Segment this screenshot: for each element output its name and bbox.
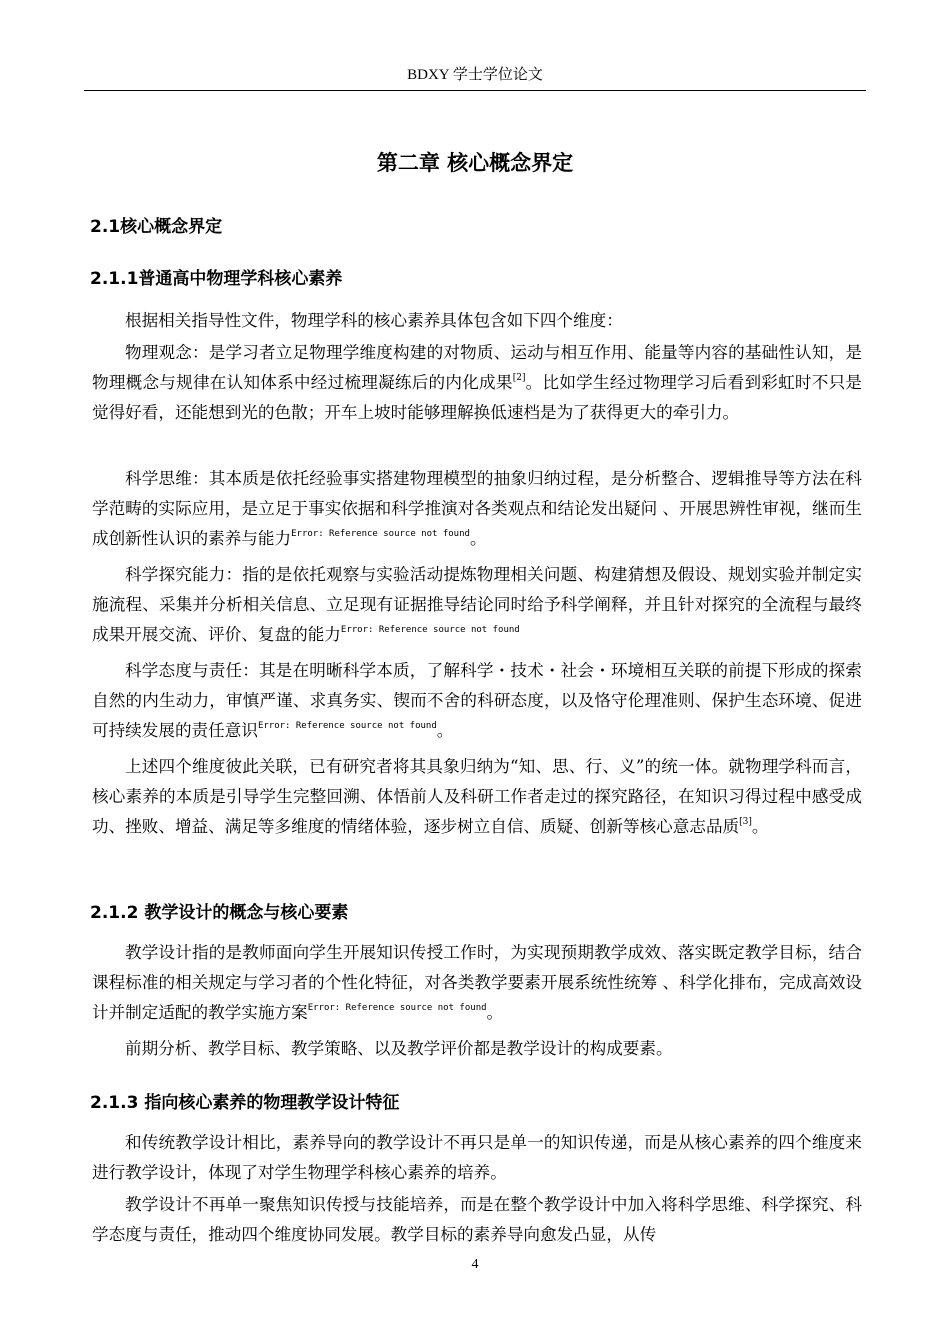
paragraph-design-features: [92, 1190, 862, 1250]
paragraph-text: 根据相关指导性文件，物理学科的核心素养具体包含如下四个维度：: [125, 311, 623, 330]
citation-error: Error: Reference source not found: [291, 529, 470, 539]
subsection-number: 2.1.1: [90, 269, 139, 289]
paragraph-text: 科学态度与责任：其是在明晰科学本质，了解科学・技术・社会・环境相互关联的前提下形成的探索自然的内生动力，审慎严谨、求真务实、锲而不舍的科研态度，以及恪守伦理准则、保护生态环境、促进可持续发展的责任意识: [92, 661, 862, 740]
paragraph-intro: [92, 306, 862, 336]
page-number: 4: [471, 1257, 479, 1272]
subsection-number: 2.1.2: [90, 903, 139, 923]
paragraph-text: 。: [751, 817, 769, 836]
citation-ref: [2]: [512, 373, 526, 383]
running-header: BDXY 学士学位论文: [407, 67, 543, 83]
paragraph-scientific-attitude: [92, 656, 862, 746]
paragraph-text: 。: [469, 529, 487, 548]
paragraph-text: 物理观念：是学习者立足物理学维度构建的对物质、运动与相互作用、能量等内容的基础性认知，是物理概念与规律在认知体系中经过梳理凝练后的内化成果: [92, 343, 862, 392]
paragraph-text: 。: [436, 721, 454, 740]
citation-error: Error: Reference source not found: [340, 625, 520, 635]
paragraph-scientific-inquiry: [92, 560, 862, 650]
subsection-heading-2-1-1: [90, 266, 342, 292]
chapter-title: 第二章 核心概念界定: [376, 151, 574, 175]
paragraph-teaching-design: [92, 938, 862, 1028]
header-rule: [84, 90, 866, 91]
paragraph-text: 上述四个维度彼此关联，已有研究者将其具象归纳为“知、思、行、义”的统一体。就物理学科而言，核心素养的本质是引导学生完整回溯、体悟前人及科研工作者走过的探究路径，在知识习得过程中感受成功、挫败、增益、满足等多维度的情绪体验，逐步树立自信、质疑、创新等核心意志品质: [92, 757, 862, 836]
paragraph-text: 前期分析、教学目标、教学策略、以及教学评价都是教学设计的构成要素。: [125, 1039, 673, 1058]
citation-ref: [3]: [739, 817, 752, 827]
citation-error: Error: Reference source not found: [307, 1003, 487, 1013]
citation-error: Error: Reference source not found: [257, 721, 437, 731]
section-number: 2.1: [90, 217, 121, 237]
subsection-title: 教学设计的概念与核心要素: [138, 903, 349, 923]
paragraph-comparison: [92, 1128, 862, 1188]
paragraph-summary: [92, 752, 862, 842]
section-heading-2-1: [90, 214, 222, 240]
paragraph-scientific-thinking: [92, 464, 862, 554]
paragraph-design-elements: [92, 1034, 862, 1064]
subsection-heading-2-1-3: [90, 1090, 399, 1116]
paragraph-text: 。: [486, 1003, 504, 1022]
subsection-title: 指向核心素养的物理教学设计特征: [138, 1093, 400, 1113]
subsection-number: 2.1.3: [90, 1093, 139, 1113]
paragraph-text: 教学设计指的是教师面向学生开展知识传授工作时，为实现预期教学成效、落实既定教学目标，结合课程标准的相关规定与学习者的个性化特征，对各类教学要素开展系统性统筹 、科学化排布，完成高效设计并制定适配的教学实施方案: [92, 943, 862, 1022]
section-title: 核心概念界定: [120, 217, 223, 237]
paragraph-text: 科学思维：其本质是依托经验事实搭建物理模型的抽象归纳过程，是分析整合、逻辑推导等方法在科学范畴的实际应用，是立足于事实依据和科学推演对各类观点和结论发出疑问 、开展思辨性审视，继而生成创新性认识的素养与能力: [92, 469, 862, 548]
paragraph-text: 教学设计不再单一聚焦知识传授与技能培养，而是在整个教学设计中加入将科学思维、科学探究、科学态度与责任，推动四个维度协同发展。教学目标的素养导向愈发凸显，从传: [92, 1195, 862, 1244]
paragraph-text: 科学探究能力：指的是依托观察与实验活动提炼物理相关问题、构建猜想及假设、规划实验并制定实施流程、采集并分析相关信息、立足现有证据推导结论同时给予科学阐释，并且针对探究的全流程与最终成果开展交流、评价、复盘的能力: [92, 565, 862, 644]
paragraph-physics-concept: [92, 338, 862, 428]
paragraph-text: 和传统教学设计相比，素养导向的教学设计不再只是单一的知识传递，而是从核心素养的四个维度来进行教学设计，体现了对学生物理学科核心素养的培养。: [92, 1133, 862, 1182]
paragraph-text: 。比如学生经过物理学习后看到彩虹时不只是觉得好看，还能想到光的色散；开车上坡时能够理解换低速档是为了获得更大的牵引力。: [92, 373, 863, 422]
subsection-heading-2-1-2: [90, 900, 348, 926]
subsection-title: 普通高中物理学科核心素养: [138, 269, 343, 289]
